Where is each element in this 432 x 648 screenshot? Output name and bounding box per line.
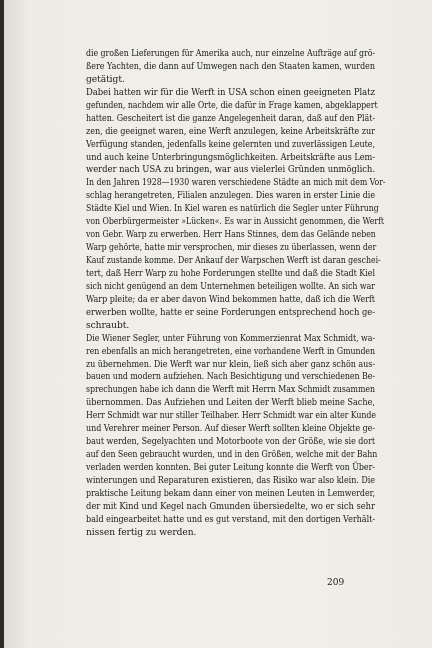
text-line: von Oberbürgermeister »Lücken«. Es war in Aussicht genommen, die Werft	[86, 217, 385, 228]
text-line: sich nicht genügend an dem Unternehmen beteiligen wollte. An sich war	[86, 281, 376, 292]
text-line: schraubt.	[86, 320, 130, 331]
text-line: erwerben wollte, hatte er seine Forderungen entsprechend hoch ge-	[86, 307, 376, 318]
text-line: Warp gehörte, hatte mir versprochen, mir dieses zu überlassen, wenn der	[86, 243, 377, 254]
text-line: In den Jahren 1928—1930 waren verschiedene Städte an mich mit dem Vor-	[86, 178, 386, 189]
text-line: Warp pleite; da er aber davon Wind bekommen hatte, daß ich die Werft	[86, 294, 376, 305]
text-line: baut werden, Segelyachten und Motorboote von der Größe, wie sie dort	[86, 437, 376, 448]
text-line: getätigt.	[86, 74, 125, 85]
text-line: verladen werden konnten. Bei guter Leitung konnte die Werft von Über-	[86, 463, 375, 473]
text-line: der mit Kind und Kegel nach Gmunden übersiedelte, wo er sich sehr	[86, 501, 375, 512]
text-line: und Verehrer meiner Person. Auf dieser Werft sollten kleine Objekte ge-	[86, 424, 376, 435]
text-line: zu übernehmen. Die Werft war nur klein, ließ sich aber ganz schön aus-	[86, 359, 375, 370]
text-line: ßere Yachten, die dann auf Umwegen nach den Staaten kamen, wurden	[86, 61, 375, 72]
text-line: übernommen. Das Aufziehen und Leiten der Werft blieb meine Sache,	[86, 398, 376, 409]
text-line: tert, daß Herr Warp zu hohe Forderungen stellte und daß die Stadt Kiel	[86, 268, 375, 279]
text-line: die großen Lieferungen für Amerika auch, nur einzelne Aufträge auf grö-	[86, 49, 376, 59]
text-line: bauen und modern aufziehen. Nach Besichtigung und verschiedenen Be-	[86, 372, 376, 383]
text-line: von Gebr. Warp zu erwerben. Herr Hans Stinnes, dem das Gelände neben	[86, 230, 376, 241]
text-line: auf den Seen gebraucht wurden, und in den Größen, welche mit der Bahn	[86, 450, 378, 461]
text-line: Herr Schmidt war nur stiller Teilhaber. Herr Schmidt war ein alter Kunde	[86, 411, 376, 422]
text-line: und auch keine Unterbringungsmöglichkeiten. Arbeitskräfte aus Lem-	[86, 152, 376, 163]
text-line: zen, die geeignet waren, eine Werft anzulegen, keine Arbeitskräfte zur	[86, 126, 375, 137]
book-page	[4, 0, 432, 648]
text-line: gefunden, nachdem wir alle Orte, die dafür in Frage kamen, abgeklappert	[86, 100, 378, 111]
text-line: sprechungen habe ich dann die Werft mit Herrn Max Schmidt zusammen	[86, 385, 375, 396]
text-line: praktische Leitung bekam dann einer von meinen Leuten in Lemwerder,	[86, 488, 376, 499]
text-line: hatten. Gescheitert ist die ganze Angelegenheit daran, daß auf den Plät-	[86, 113, 376, 124]
text-line: Kauf zustande komme. Der Ankauf der Warpschen Werft ist daran geschei-	[86, 256, 381, 266]
text-line: ren ebenfalls an mich herangetreten, eine vorhandene Werft in Gmunden	[86, 346, 376, 357]
text-line: schlag herangetreten, Filialen anzulegen. Dies waren in erster Linie die	[86, 191, 376, 202]
text-line: winterungen und Reparaturen existieren, das Risiko war also klein. Die	[86, 475, 376, 486]
text-line: Dabei hatten wir für die Werft in USA schon einen geeigneten Platz	[86, 87, 376, 98]
page-number: 209	[327, 578, 345, 588]
text-line: bald eingearbeitet hatte und es gut verstand, mit den dortigen Verhält-	[86, 514, 376, 525]
text-line: nissen fertig zu werden.	[86, 527, 197, 538]
text-line: werder nach USA zu bringen, war aus vielerlei Gründen unmöglich.	[86, 165, 375, 176]
text-line: Städte Kiel und Wien. In Kiel waren es natürlich die Segler unter Führung	[86, 204, 379, 215]
text-line: Verfügung standen, jedenfalls keine gelernten und zuverlässigen Leute,	[86, 139, 376, 150]
text-line: Die Wiener Segler, unter Führung von Kommerzienrat Max Schmidt, wa-	[86, 333, 375, 344]
body-text	[86, 48, 386, 540]
